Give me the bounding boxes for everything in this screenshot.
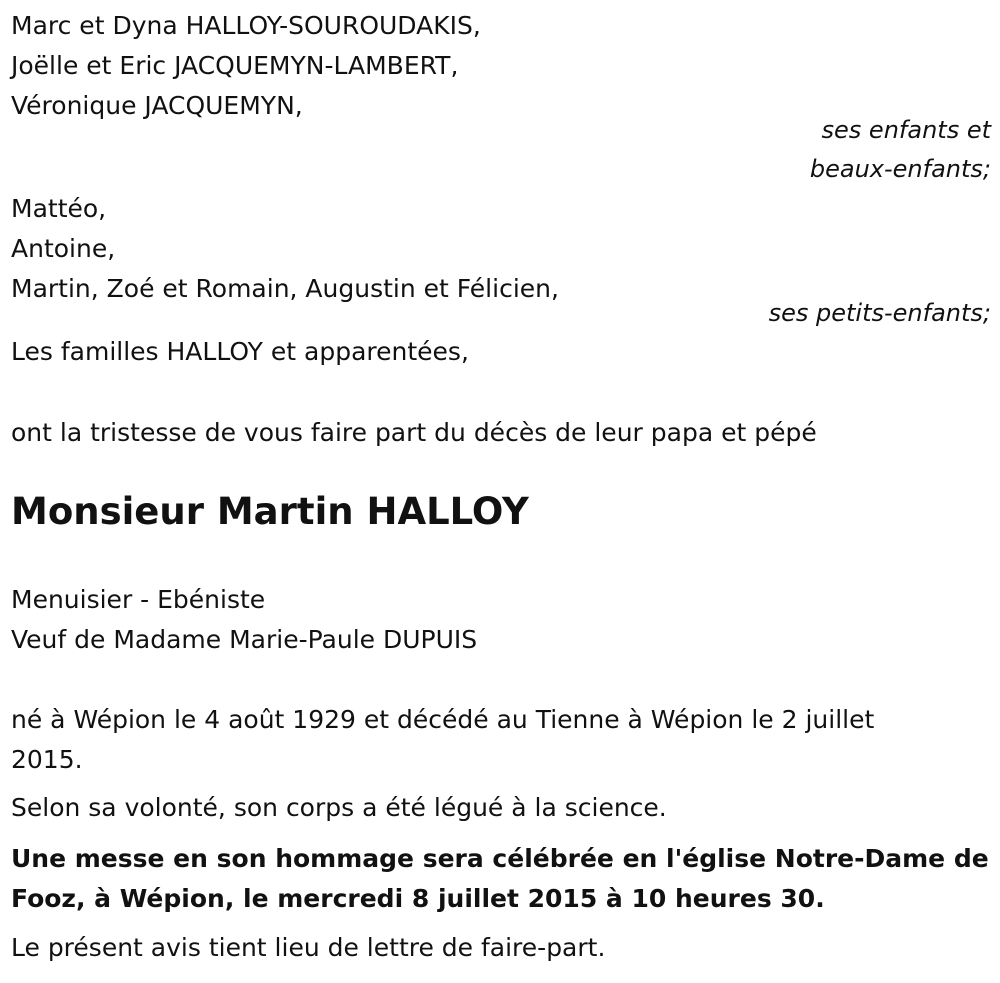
deceased-name: Monsieur Martin HALLOY (11, 490, 529, 533)
families-line: Les familles HALLOY et apparentées, (11, 337, 469, 366)
grandchild-line-3: Martin, Zoé et Romain, Augustin et Félicien, (11, 274, 559, 303)
mass-line-1: Une messe en son hommage sera célébrée en l'église Notre-Dame de (11, 844, 989, 873)
spouse-line: Veuf de Madame Marie-Paule DUPUIS (11, 625, 478, 654)
wishes-line: Selon sa volonté, son corps a été légué à la science. (11, 793, 667, 822)
grandchildren-role: ses petits-enfants; (768, 299, 991, 327)
announcement-line: ont la tristesse de vous faire part du décès de leur papa et pépé (11, 418, 817, 447)
obituary-notice (11, 0, 991, 983)
grandchild-line-2: Antoine, (11, 234, 116, 263)
child-line-3: Véronique JACQUEMYN, (11, 91, 303, 120)
dates-line-2: 2015. (11, 745, 83, 774)
child-line-2: Joëlle et Eric JACQUEMYN-LAMBERT, (11, 51, 459, 80)
children-role-line-1: ses enfants et (821, 116, 991, 144)
mass-line-2: Fooz, à Wépion, le mercredi 8 juillet 2015 à 10 heures 30. (11, 884, 825, 913)
children-role-line-2: beaux-enfants; (809, 155, 991, 183)
child-line-1: Marc et Dyna HALLOY-SOUROUDAKIS, (11, 11, 481, 40)
grandchild-line-1: Mattéo, (11, 194, 107, 223)
profession-line: Menuisier - Ebéniste (11, 585, 266, 614)
notice-line: Le présent avis tient lieu de lettre de faire-part. (11, 933, 606, 962)
dates-line-1: né à Wépion le 4 août 1929 et décédé au Tienne à Wépion le 2 juillet (11, 705, 875, 734)
